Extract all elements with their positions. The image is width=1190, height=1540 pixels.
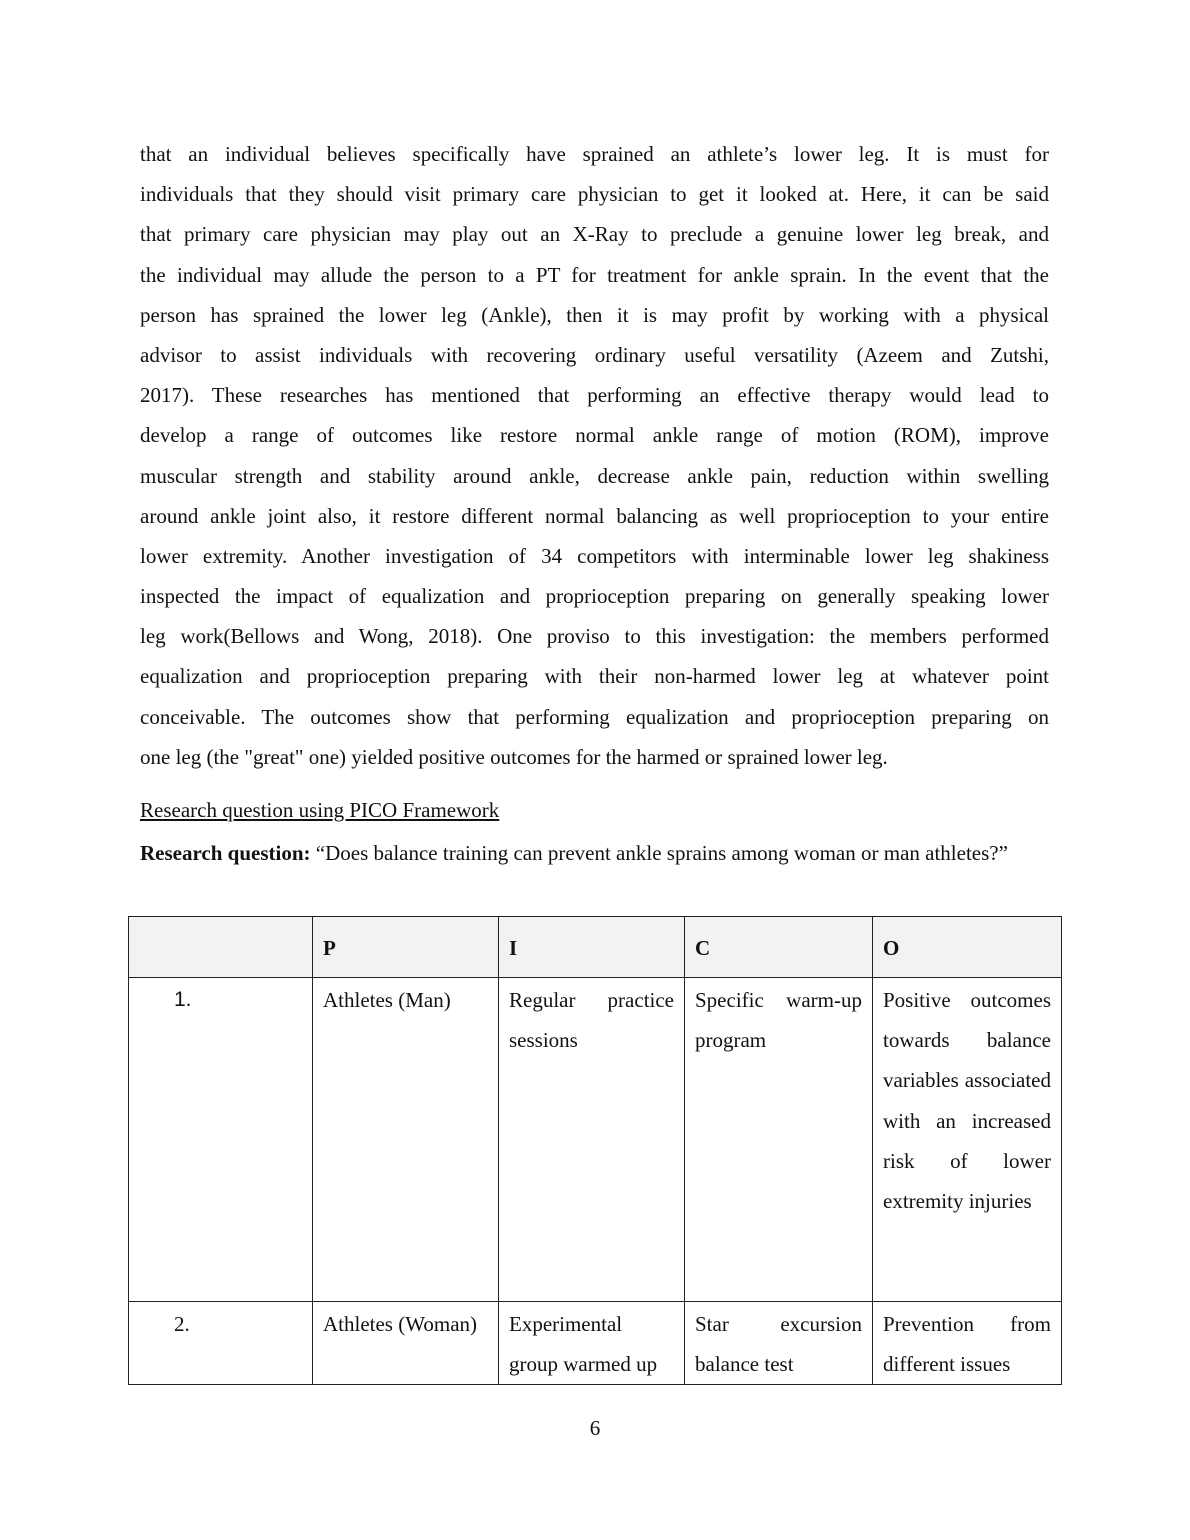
paragraph-line: lower extremity. Another investigation of 34 competitors with interminable lower leg shakiness bbox=[140, 543, 1049, 568]
research-question-text: “Does balance training can prevent ankle sprains among woman or man athletes?” bbox=[310, 841, 1008, 865]
pico-table bbox=[128, 916, 1062, 1385]
cell-p: Athletes (Man) bbox=[313, 978, 499, 1302]
paragraph-line: develop a range of outcomes like restore normal ankle range of motion (ROM), improve bbox=[140, 423, 1049, 448]
header-cell-c: C bbox=[685, 917, 873, 978]
cell-i: Experimental group warmed up bbox=[499, 1302, 685, 1385]
cell-c: Specific warm-up program bbox=[685, 978, 873, 1302]
paragraph-line: advisor to assist individuals with recovering ordinary useful versatility (Azeem and Zutshi, bbox=[140, 342, 1049, 367]
table-row bbox=[129, 978, 1062, 1302]
section-heading: Research question using PICO Framework bbox=[140, 798, 500, 822]
research-question-label: Research question: bbox=[140, 841, 311, 865]
header-cell bbox=[129, 917, 313, 978]
cell-i: Regular practice sessions bbox=[499, 978, 685, 1302]
paragraph-line: around ankle joint also, it restore different normal balancing as well proprioception to your entire bbox=[140, 503, 1049, 528]
paragraph-line: that an individual believes specifically have sprained an athlete’s lower leg. It is must for bbox=[140, 142, 1049, 166]
paragraph-line: the individual may allude the person to a PT for treatment for ankle sprain. In the event that the bbox=[140, 262, 1049, 287]
cell-o: Prevention from different issues bbox=[873, 1302, 1062, 1385]
cell-p: Athletes (Woman) bbox=[313, 1302, 499, 1385]
cell-c: Star excursion balance test bbox=[685, 1302, 873, 1385]
paragraph-line: inspected the impact of equalization and proprioception preparing on generally speaking lower bbox=[140, 584, 1049, 609]
paragraph-line: that primary care physician may play out an X-Ray to preclude a genuine lower leg break, and bbox=[140, 222, 1049, 247]
table-row bbox=[129, 1302, 1062, 1385]
paragraph-line: muscular strength and stability around ankle, decrease ankle pain, reduction within swelling bbox=[140, 463, 1049, 488]
research-question bbox=[140, 833, 1049, 873]
header-cell-i: I bbox=[499, 917, 685, 978]
paragraph-line: leg work(Bellows and Wong, 2018). One proviso to this investigation: the members performed bbox=[140, 624, 1049, 649]
paragraph-line: one leg (the "great" one) yielded positive outcomes for the harmed or sprained lower leg. bbox=[140, 744, 888, 769]
cell-o: Positive outcomes towards balance variables associated with an increased risk of lower extremity injuries bbox=[873, 978, 1062, 1302]
paragraph-line: equalization and proprioception preparing with their non-harmed lower leg at whatever point bbox=[140, 664, 1049, 689]
table-header-row bbox=[129, 917, 1062, 978]
row-number: 1. bbox=[129, 978, 313, 1302]
paragraph-line: individuals that they should visit primary care physician to get it looked at. Here, it can be said bbox=[140, 182, 1049, 207]
row-number: 2. bbox=[129, 1302, 313, 1385]
header-cell-p: P bbox=[313, 917, 499, 978]
header-cell-o: O bbox=[873, 917, 1062, 978]
paragraph-line: conceivable. The outcomes show that performing equalization and proprioception preparing on bbox=[140, 704, 1049, 729]
paragraph-line: 2017). These researches has mentioned that performing an effective therapy would lead to bbox=[140, 383, 1049, 408]
page-number: 6 bbox=[589, 1416, 601, 1440]
body-paragraph bbox=[140, 137, 1049, 780]
paragraph-line: person has sprained the lower leg (Ankle), then it is may profit by working with a physical bbox=[140, 302, 1049, 327]
